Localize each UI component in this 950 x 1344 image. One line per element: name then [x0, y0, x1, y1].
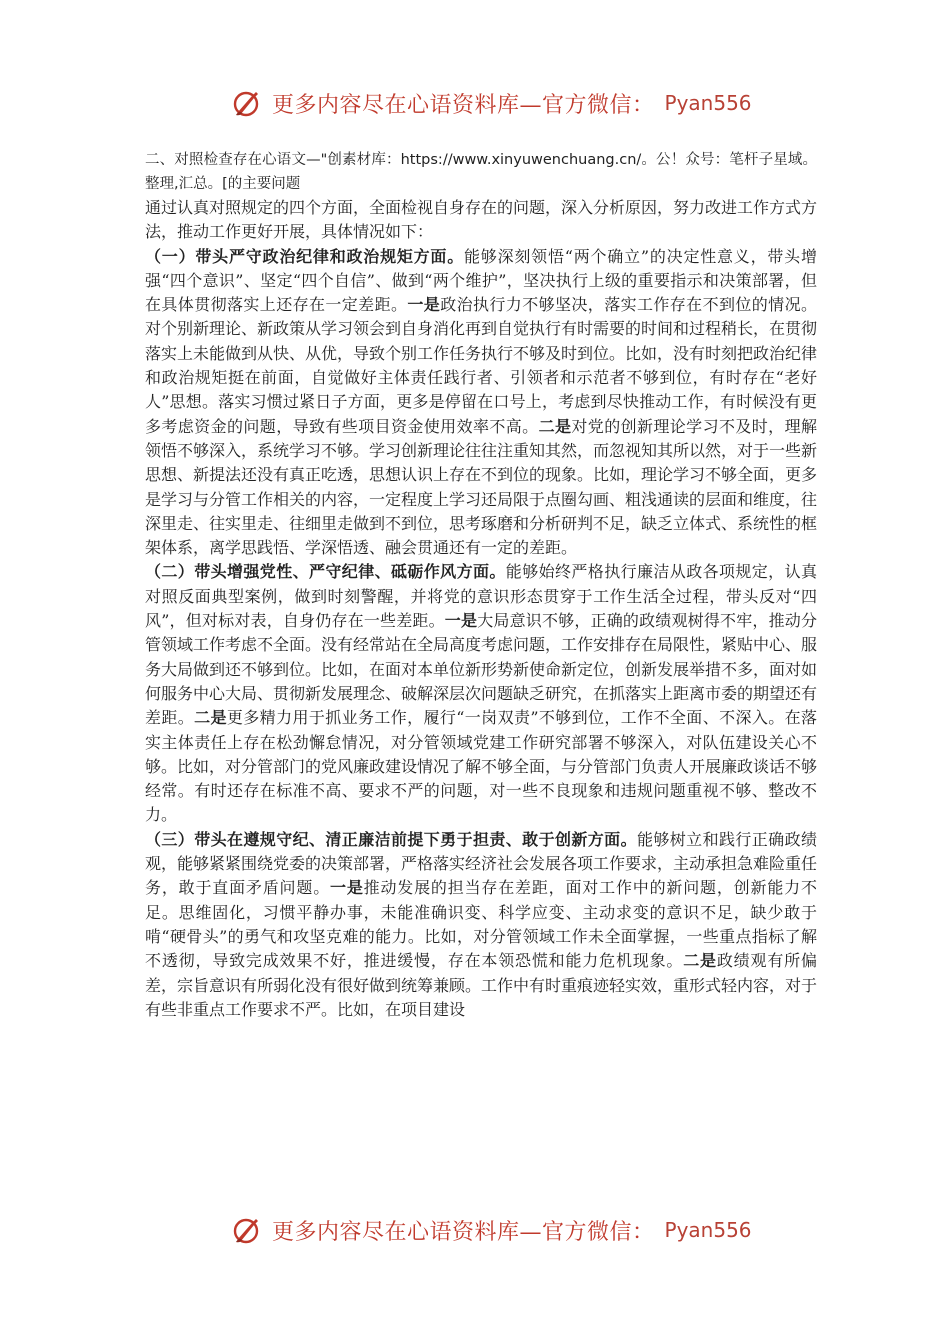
watermark-banner-bottom — [232, 1210, 752, 1250]
section-title: （二）带头增强党性、严守纪律、砥砺作风方面。 — [145, 562, 506, 582]
section-text: 对党的创新理论学习不及时，理解领悟不够深入，系统学习不够。学习创新理论往往注重知其然，而忽视知其所以然，对于一些新思想、新提法还没有真正吃透，思想认识上存在不到位的现象。比如，理论学习不够全面，更多是学习与分管工作相关的内容，一定程度上学习还局限于点圈勾画、粗浅通读的层面和维度，往深里走、往实里走、往细里走做到不到位，思考琢磨和分析研判不足，缺乏立体式、系统性的框架体系，离学思践悟、学深悟透、融会贯通还有一定的差距。 — [145, 416, 818, 558]
point-marker: 一是 — [407, 295, 441, 315]
intro-paragraph: 通过认真对照规定的四个方面，全面检视自身存在的问题，深入分析原因，努力改进工作方式方法，推动工作更好开展，具体情况如下： — [145, 198, 818, 242]
section-text: 能够树立和践行正确政绩观，能够紧紧围绕党委的决策部署，严格落实经济社会发展各项工作要求，主动承担急难险重任务，敢于直面矛盾问题。 — [145, 829, 818, 898]
section-text: 大局意识不够，正确的政绩观树得不牢，推动分管领域工作考虑不全面。没有经常站在全局高度考虑问题，工作安排存在局限性，紧贴中心、服务大局做到还不够到位。比如，在面对本单位新形势新使命新定位，创新发展举措不多，面对如何服务中心大局、贯彻新发展理念、破解深层次问题缺乏研究，在抓落实上距离市委的期望还有差距。 — [145, 611, 818, 728]
section-heading: 二、对照检查存在心语文—"创素材库：https://www.xinyuwenchuang.cn/。公！众号：笔杆子星域。整理,汇总。[的主要问题 — [145, 152, 817, 192]
paragraph-section-3 — [145, 828, 817, 1022]
point-marker: 一是 — [330, 878, 364, 898]
paragraph-section-1 — [145, 245, 817, 561]
section-text: 能够深刻领悟“两个确立”的决定性意义，带头增强“四个意识”、坚定“四个自信”、做到“两个维护”，坚决执行上级的重要指示和决策部署，但在具体贯彻落实上还存在一定差距。 — [145, 246, 817, 315]
banner-text: 更多内容尽在心语资料库—官方微信： — [272, 92, 655, 118]
paragraph-section-2 — [145, 560, 817, 827]
banner-wechat-id: Pyan556 — [664, 1218, 752, 1242]
section-text: 推动发展的担当存在差距，面对工作中的新问题，创新能力不足。思维固化，习惯平静办事，未能准确识变、科学应变、主动求变的意识不足，缺少敢于啃“硬骨头”的勇气和攻坚克难的能力。比如，对分管领域工作未全面掌握，一些重点指标了解不透彻，导致完成效果不好，推进缓慢，存在本领恐慌和能力危机现象。 — [145, 878, 817, 971]
point-marker: 二是 — [683, 951, 717, 971]
section-text: 更多精力用于抓业务工作，履行“一岗双责”不够到位，工作不全面、不深入。在落实主体责任上存在松劲懈怠情况，对分管领域党建工作研究部署不够深入，对队伍建设关心不够。比如，对分管部门的党风廉政建设情况了解不够全面，与分管部门负责人开展廉政谈话不够经常。有时还存在标准不高、要求不严的问题，对一些不良现象和违规问题重视不够、整改不力。 — [145, 708, 818, 825]
banner-text: 更多内容尽在心语资料库—官方微信： — [272, 1219, 655, 1245]
section-title: （一）带头严守政治纪律和政治规矩方面。 — [145, 246, 465, 266]
section-text: 政绩观有所偏差，宗旨意识有所弱化没有很好做到统筹兼顾。工作中有时重痕迹轻实效，重形式轻内容，对于有些非重点工作要求不严。比如，在项目建设 — [145, 951, 818, 1019]
brush-logo-icon — [232, 1215, 262, 1245]
point-marker: 二是 — [538, 416, 572, 436]
section-text: 能够始终严格执行廉洁从政各项规定，认真对照反面典型案例，做到时刻警醒，并将党的意识形态贯穿于工作生活全过程，带头反对“四风”，但对标对表，自身仍存在一些差距。 — [145, 562, 817, 631]
point-marker: 一是 — [444, 611, 478, 631]
document-body — [145, 148, 817, 1022]
point-marker: 二是 — [194, 708, 227, 728]
watermark-banner-top — [232, 83, 752, 123]
banner-wechat-id: Pyan556 — [664, 91, 752, 115]
section-title: （三）带头在遵规守纪、清正廉洁前提下勇于担责、敢于创新方面。 — [145, 829, 637, 849]
brush-logo-icon — [232, 88, 262, 118]
section-text: 政治执行力不够坚决，落实工作存在不到位的情况。对个别新理论、新政策从学习领会到自身消化再到自觉执行有时需要的时间和过程稍长，在贯彻落实上未能做到从快、从优，导致个别工作任务执行不够及时到位。比如，没有时刻把政治纪律和政治规矩挺在前面，自觉做好主体责任践行者、引领者和示范者不够到位，有时存在“老好人”思想。落实习惯过紧日子方面，更多是停留在口号上，考虑到尽快推动工作，有时候没有更多考虑资金的问题，导致有些项目资金使用效率不高。 — [145, 295, 818, 436]
